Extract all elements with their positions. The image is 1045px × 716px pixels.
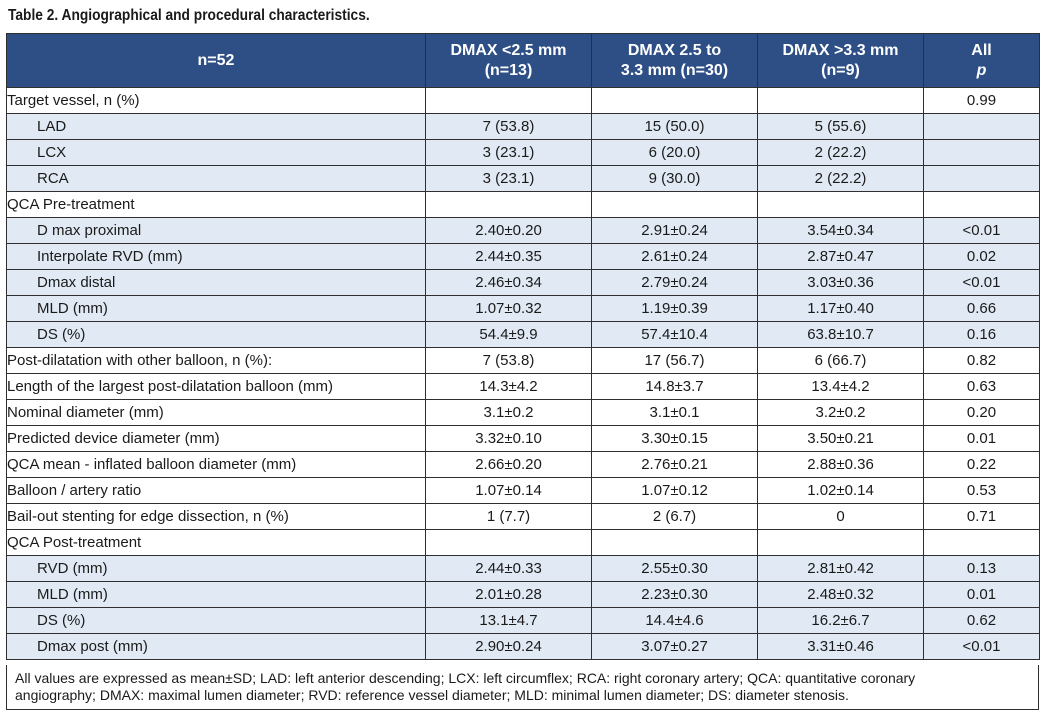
- cell-dmax-small: 2.44±0.33: [426, 556, 592, 582]
- table-row: [7, 192, 1040, 218]
- cell-dmax-small: 3.32±0.10: [426, 426, 592, 452]
- table-row: [7, 322, 1040, 348]
- header-all-p: [924, 34, 1040, 88]
- table-row: [7, 244, 1040, 270]
- cell-dmax-small: 3 (23.1): [426, 140, 592, 166]
- cell-dmax-mid: [592, 192, 758, 218]
- cell-dmax-large: [758, 192, 924, 218]
- cell-dmax-large: 3.03±0.36: [758, 270, 924, 296]
- header-dmax-large-line2: (n=9): [821, 61, 860, 79]
- cell-dmax-large: [758, 530, 924, 556]
- cell-dmax-large: 2 (22.2): [758, 166, 924, 192]
- footnote-line1: All values are expressed as mean±SD; LAD: left anterior descending; LCX: left circumflex; RCA: right coronary artery; QCA: quantitative coronary: [15, 670, 916, 686]
- cell-p-value: 0.01: [924, 582, 1040, 608]
- cell-dmax-small: 2.66±0.20: [426, 452, 592, 478]
- table-row: [7, 140, 1040, 166]
- cell-dmax-mid: 2.23±0.30: [592, 582, 758, 608]
- cell-dmax-small: 54.4±9.9: [426, 322, 592, 348]
- cell-dmax-large: 3.31±0.46: [758, 634, 924, 660]
- row-label: LAD: [7, 114, 426, 140]
- cell-dmax-small: 14.3±4.2: [426, 374, 592, 400]
- table-row: [7, 556, 1040, 582]
- header-n-label: n=52: [197, 51, 235, 69]
- cell-p-value: 0.62: [924, 608, 1040, 634]
- table-row: [7, 270, 1040, 296]
- row-label: QCA Post-treatment: [7, 530, 426, 556]
- row-label: QCA mean - inflated balloon diameter (mm): [7, 452, 426, 478]
- header-all-label: All: [971, 41, 992, 59]
- table-footnote: [6, 665, 1039, 710]
- cell-dmax-mid: 2.76±0.21: [592, 452, 758, 478]
- cell-dmax-large: 2.88±0.36: [758, 452, 924, 478]
- row-label: D max proximal: [7, 218, 426, 244]
- table-row: [7, 348, 1040, 374]
- cell-dmax-mid: 57.4±10.4: [592, 322, 758, 348]
- table-caption: Table 2. Angiographical and procedural characteristics.: [8, 7, 370, 24]
- header-dmax-small-line2: (n=13): [484, 61, 533, 79]
- row-label: Predicted device diameter (mm): [7, 426, 426, 452]
- table-row: [7, 114, 1040, 140]
- row-label: DS (%): [7, 608, 426, 634]
- cell-p-value: 0.71: [924, 504, 1040, 530]
- cell-dmax-large: 0: [758, 504, 924, 530]
- cell-p-value: 0.53: [924, 478, 1040, 504]
- cell-p-value: [924, 192, 1040, 218]
- row-label: Nominal diameter (mm): [7, 400, 426, 426]
- table-row: [7, 88, 1040, 114]
- cell-dmax-small: 7 (53.8): [426, 348, 592, 374]
- row-label: QCA Pre-treatment: [7, 192, 426, 218]
- cell-p-value: 0.82: [924, 348, 1040, 374]
- cell-dmax-mid: 2.91±0.24: [592, 218, 758, 244]
- cell-p-value: 0.01: [924, 426, 1040, 452]
- table-header-row: [7, 34, 1040, 88]
- cell-p-value: <0.01: [924, 270, 1040, 296]
- cell-dmax-small: 2.90±0.24: [426, 634, 592, 660]
- cell-dmax-small: 3.1±0.2: [426, 400, 592, 426]
- cell-p-value: 0.16: [924, 322, 1040, 348]
- cell-dmax-small: 7 (53.8): [426, 114, 592, 140]
- row-label: Post-dilatation with other balloon, n (%):: [7, 348, 426, 374]
- row-label: Bail-out stenting for edge dissection, n (%): [7, 504, 426, 530]
- cell-dmax-mid: [592, 530, 758, 556]
- cell-p-value: [924, 166, 1040, 192]
- cell-dmax-small: 1.07±0.14: [426, 478, 592, 504]
- cell-dmax-small: [426, 192, 592, 218]
- cell-p-value: 0.66: [924, 296, 1040, 322]
- cell-dmax-large: 3.54±0.34: [758, 218, 924, 244]
- cell-dmax-mid: 2.79±0.24: [592, 270, 758, 296]
- cell-dmax-mid: 1.19±0.39: [592, 296, 758, 322]
- cell-dmax-large: 5 (55.6): [758, 114, 924, 140]
- row-label: Dmax distal: [7, 270, 426, 296]
- table-row: [7, 400, 1040, 426]
- cell-dmax-small: 2.46±0.34: [426, 270, 592, 296]
- table-row: [7, 634, 1040, 660]
- table-row: [7, 582, 1040, 608]
- cell-p-value: 0.22: [924, 452, 1040, 478]
- table-row: [7, 166, 1040, 192]
- header-dmax-mid: [592, 34, 758, 88]
- cell-dmax-mid: 2.61±0.24: [592, 244, 758, 270]
- cell-dmax-small: 13.1±4.7: [426, 608, 592, 634]
- row-label: MLD (mm): [7, 582, 426, 608]
- header-p-label: p: [976, 61, 987, 79]
- cell-dmax-large: 2 (22.2): [758, 140, 924, 166]
- table-row: [7, 452, 1040, 478]
- cell-dmax-mid: 9 (30.0): [592, 166, 758, 192]
- cell-p-value: 0.13: [924, 556, 1040, 582]
- table-row: [7, 296, 1040, 322]
- cell-p-value: 0.63: [924, 374, 1040, 400]
- cell-p-value: 0.02: [924, 244, 1040, 270]
- cell-p-value: [924, 530, 1040, 556]
- row-label: DS (%): [7, 322, 426, 348]
- header-dmax-mid-line1: DMAX 2.5 to: [627, 41, 722, 59]
- cell-p-value: <0.01: [924, 218, 1040, 244]
- header-dmax-large: [758, 34, 924, 88]
- header-dmax-small-line1: DMAX <2.5 mm: [450, 41, 567, 59]
- cell-dmax-small: 2.40±0.20: [426, 218, 592, 244]
- cell-dmax-large: 13.4±4.2: [758, 374, 924, 400]
- cell-dmax-large: 3.50±0.21: [758, 426, 924, 452]
- table-row: [7, 608, 1040, 634]
- table-row: [7, 530, 1040, 556]
- table-row: [7, 504, 1040, 530]
- row-label: MLD (mm): [7, 296, 426, 322]
- table-row: [7, 478, 1040, 504]
- cell-dmax-large: 1.02±0.14: [758, 478, 924, 504]
- cell-dmax-large: [758, 88, 924, 114]
- row-label: Target vessel, n (%): [7, 88, 426, 114]
- cell-dmax-mid: 14.4±4.6: [592, 608, 758, 634]
- cell-dmax-mid: 3.07±0.27: [592, 634, 758, 660]
- characteristics-table: [6, 33, 1040, 660]
- row-label: RCA: [7, 166, 426, 192]
- row-label: RVD (mm): [7, 556, 426, 582]
- header-dmax-mid-line2: 3.3 mm (n=30): [620, 61, 729, 79]
- cell-dmax-mid: 17 (56.7): [592, 348, 758, 374]
- cell-dmax-large: 1.17±0.40: [758, 296, 924, 322]
- row-label: Interpolate RVD (mm): [7, 244, 426, 270]
- cell-p-value: 0.20: [924, 400, 1040, 426]
- cell-dmax-mid: 1.07±0.12: [592, 478, 758, 504]
- cell-dmax-small: 1.07±0.32: [426, 296, 592, 322]
- cell-dmax-large: 63.8±10.7: [758, 322, 924, 348]
- row-label: Dmax post (mm): [7, 634, 426, 660]
- table-row: [7, 218, 1040, 244]
- cell-dmax-small: [426, 530, 592, 556]
- cell-p-value: [924, 114, 1040, 140]
- cell-dmax-small: 3 (23.1): [426, 166, 592, 192]
- cell-dmax-mid: 6 (20.0): [592, 140, 758, 166]
- row-label: Length of the largest post-dilatation balloon (mm): [7, 374, 426, 400]
- cell-p-value: 0.99: [924, 88, 1040, 114]
- header-dmax-small: [426, 34, 592, 88]
- cell-dmax-mid: [592, 88, 758, 114]
- table-row: [7, 426, 1040, 452]
- row-label: Balloon / artery ratio: [7, 478, 426, 504]
- cell-p-value: [924, 140, 1040, 166]
- cell-dmax-small: [426, 88, 592, 114]
- cell-dmax-large: 2.48±0.32: [758, 582, 924, 608]
- row-label: LCX: [7, 140, 426, 166]
- cell-dmax-small: 2.01±0.28: [426, 582, 592, 608]
- cell-p-value: <0.01: [924, 634, 1040, 660]
- cell-dmax-large: 16.2±6.7: [758, 608, 924, 634]
- header-n: [7, 34, 426, 88]
- cell-dmax-large: 6 (66.7): [758, 348, 924, 374]
- cell-dmax-large: 3.2±0.2: [758, 400, 924, 426]
- cell-dmax-large: 2.87±0.47: [758, 244, 924, 270]
- header-dmax-large-line1: DMAX >3.3 mm: [782, 41, 899, 59]
- cell-dmax-mid: 2.55±0.30: [592, 556, 758, 582]
- footnote-line2: angiography; DMAX: maximal lumen diameter; RVD: reference vessel diameter; MLD: minimal lumen diameter; DS: diameter stenosis.: [15, 687, 849, 703]
- cell-dmax-small: 1 (7.7): [426, 504, 592, 530]
- cell-dmax-small: 2.44±0.35: [426, 244, 592, 270]
- cell-dmax-large: 2.81±0.42: [758, 556, 924, 582]
- cell-dmax-mid: 15 (50.0): [592, 114, 758, 140]
- cell-dmax-mid: 14.8±3.7: [592, 374, 758, 400]
- cell-dmax-mid: 3.30±0.15: [592, 426, 758, 452]
- cell-dmax-mid: 2 (6.7): [592, 504, 758, 530]
- cell-dmax-mid: 3.1±0.1: [592, 400, 758, 426]
- table-row: [7, 374, 1040, 400]
